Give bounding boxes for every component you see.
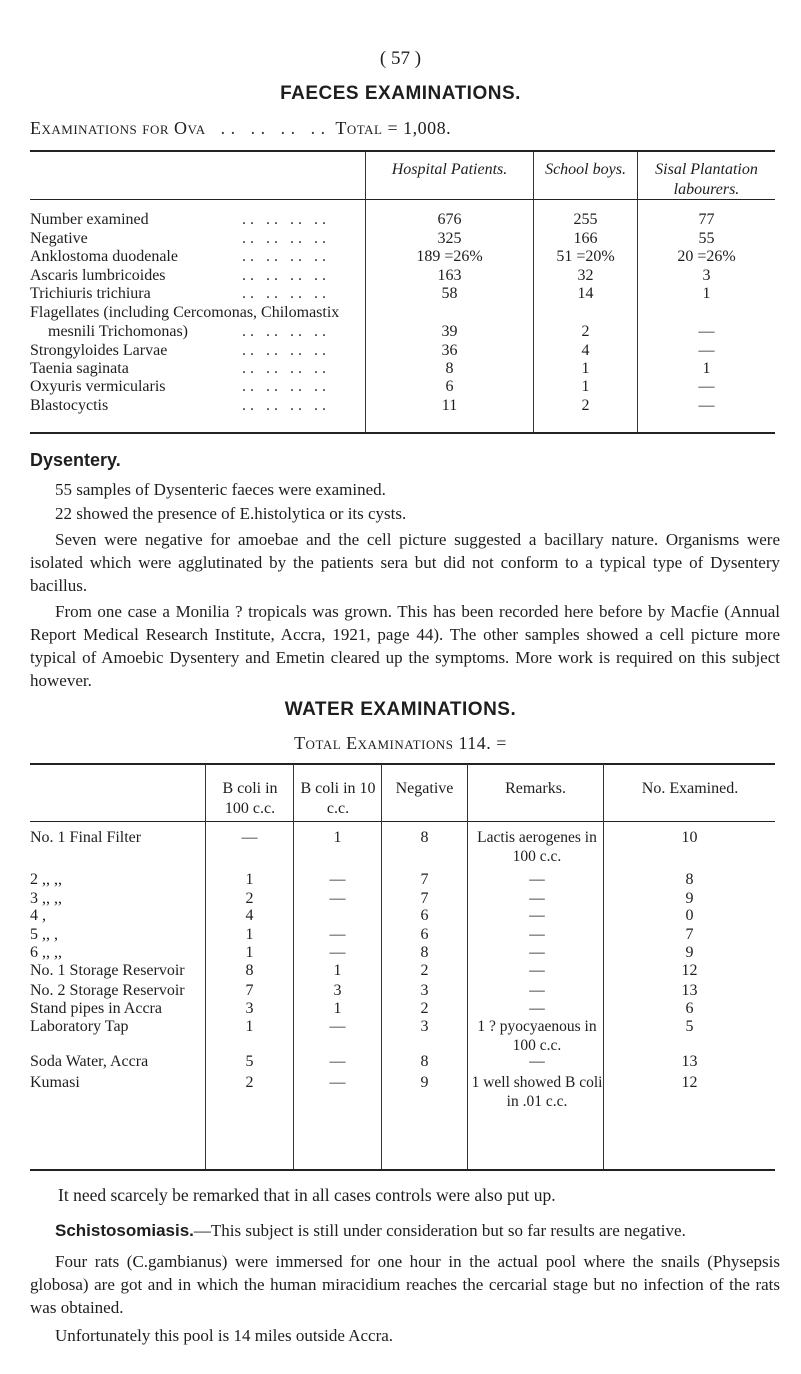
- leader-dots: . . . . . . . .: [242, 360, 326, 377]
- schisto-heading: Schistosomiasis.: [55, 1221, 194, 1240]
- leader-dots: . . . . . . . .: [242, 248, 326, 265]
- water-cell: 8: [685, 871, 694, 888]
- water-row-label: Stand pipes in Accra: [30, 1000, 162, 1017]
- leader-dots: . . . . . . . .: [242, 342, 326, 359]
- water-remark: —: [529, 890, 545, 907]
- faeces-cell: 1: [581, 378, 590, 395]
- faeces-cell: 1: [581, 360, 590, 377]
- water-total: Total Examinations 114. =: [294, 733, 507, 753]
- water-row-label: Soda Water, Accra: [30, 1053, 149, 1070]
- water-cell: 3: [420, 982, 429, 999]
- water-row-label: 6 ,, ,,: [30, 944, 62, 961]
- leader-dots: . . . . . . . .: [242, 285, 326, 302]
- dysentery-p3: Seven were negative for amoebae and the cell picture suggested a bacillary nature. Organisms were isolated which were agglutinated by the patients sera but did not conform to a typical type of Dysentery bacillus.: [30, 530, 780, 595]
- water-cell: —: [329, 944, 346, 961]
- leader-dots: . . . . . . . .: [242, 267, 326, 284]
- water-remark: 1 well showed B coli in .01 c.c.: [471, 1074, 603, 1110]
- water-row-label: No. 2 Storage Reservoir: [30, 982, 185, 999]
- water-cell: 1: [245, 1018, 254, 1035]
- faeces-cell: 20 =26%: [677, 248, 736, 265]
- water-cell: 6: [420, 926, 429, 943]
- faeces-cell: 1: [702, 360, 711, 377]
- water-cell: —: [329, 1018, 346, 1035]
- water-cell: 1: [245, 926, 254, 943]
- leader-dots: . . . . . . . .: [242, 211, 326, 228]
- faeces-row-label: mesnili Trichomonas): [48, 323, 189, 340]
- col-remarks: Remarks.: [505, 780, 566, 797]
- faeces-row-label: Taenia saginata: [30, 360, 129, 377]
- ova-total: Total = 1,008.: [335, 118, 452, 138]
- faeces-row-label: Blastocyctis: [30, 397, 109, 414]
- water-row-label: 4 ,: [30, 907, 46, 924]
- faeces-cell: 325: [437, 230, 462, 247]
- water-row-label: No. 1 Storage Reservoir: [30, 962, 185, 979]
- leader-dots: . . . . . . . .: [242, 397, 326, 414]
- faeces-row-label: Oxyuris vermicularis: [30, 378, 166, 395]
- water-remark: —: [529, 962, 545, 979]
- col-hospital-patients: Hospital Patients.: [391, 161, 508, 178]
- leader-dots: . . . . . . . .: [242, 323, 326, 340]
- water-row-label: No. 1 Final Filter: [30, 829, 142, 846]
- faeces-cell: —: [698, 378, 715, 395]
- water-cell: 1: [333, 829, 342, 846]
- water-cell: —: [241, 829, 258, 846]
- ova-subheading: Examinations for Ova . . . . . . . . Total = 1,008.: [30, 118, 452, 138]
- water-remark: 1 ? pyocyaenous in 100 c.c.: [477, 1018, 597, 1054]
- water-row-label: Laboratory Tap: [30, 1018, 129, 1035]
- water-cell: 1: [245, 944, 254, 961]
- water-cell: 8: [420, 829, 429, 846]
- faeces-cell: 39: [441, 323, 458, 340]
- faeces-cell: 163: [437, 267, 462, 284]
- faeces-cell: —: [698, 323, 715, 340]
- water-cell: 1: [245, 871, 254, 888]
- water-cell: 7: [420, 890, 429, 907]
- water-cell: 7: [245, 982, 254, 999]
- water-cell: 4: [245, 907, 254, 924]
- col-negative: Negative: [395, 780, 454, 797]
- water-cell: 8: [420, 944, 429, 961]
- water-cell: 3: [333, 982, 342, 999]
- water-cell: 3: [420, 1018, 429, 1035]
- water-cell: 9: [685, 890, 694, 907]
- schisto-p2: Unfortunately this pool is 14 miles outside Accra.: [55, 1326, 394, 1345]
- faeces-cell: 11: [441, 397, 458, 414]
- water-cell: 1: [333, 962, 342, 979]
- water-cell: 8: [420, 1053, 429, 1070]
- faeces-row-label: Anklostoma duodenale: [30, 248, 178, 265]
- water-cell: 6: [685, 1000, 694, 1017]
- water-remark: —: [529, 982, 545, 999]
- faeces-cell: 32: [577, 267, 594, 284]
- faeces-cell: —: [698, 397, 715, 414]
- faeces-cell: 4: [581, 342, 590, 359]
- schisto-p1: Four rats (C.gambianus) were immersed for one hour in the actual pool where the snails (Physepsis globosa) are got and in which the human miracidium reaches the cercarial stage but no infection of the rats was obtained.: [30, 1252, 780, 1317]
- page-number: ( 57 ): [379, 48, 422, 69]
- faeces-cell: 255: [573, 211, 598, 228]
- faeces-cell: 3: [702, 267, 711, 284]
- water-cell: 1: [333, 1000, 342, 1017]
- faeces-cell: —: [698, 342, 715, 359]
- water-cell: 0: [685, 907, 694, 924]
- faeces-cell: 189 =26%: [416, 248, 483, 265]
- water-cell: 5: [685, 1018, 694, 1035]
- col-sisal-labourers: Sisal Plantation labourers.: [655, 161, 758, 198]
- water-cell: 3: [245, 1000, 254, 1017]
- water-cell: 7: [420, 871, 429, 888]
- water-cell: 12: [681, 1074, 698, 1091]
- col-bcoli-10: B coli in 10 c.c.: [300, 780, 376, 817]
- leader-dots: . . . . . . . .: [242, 378, 326, 395]
- water-cell: 12: [681, 962, 698, 979]
- water-cell: 2: [245, 890, 254, 907]
- faeces-row-label: Flagellates (including Cercomonas, Chilomastix: [30, 304, 340, 321]
- faeces-cell: 55: [698, 230, 715, 247]
- water-cell: —: [329, 1074, 346, 1091]
- water-row-label: 3 ,, ,,: [30, 890, 62, 907]
- dysentery-heading: Dysentery.: [30, 450, 121, 470]
- dysentery-p2: 22 showed the presence of E.histolytica or its cysts.: [55, 504, 407, 523]
- dysentery-p1: 55 samples of Dysenteric faeces were examined.: [55, 480, 386, 499]
- water-cell: 13: [681, 982, 698, 999]
- faeces-cell: 36: [441, 342, 458, 359]
- schisto-lead-text: —This subject is still under consideration but so far results are negative.: [193, 1221, 686, 1240]
- water-cell: —: [329, 926, 346, 943]
- water-cell: —: [329, 1053, 346, 1070]
- col-school-boys: School boys.: [545, 161, 626, 178]
- faeces-row-label: Negative: [30, 230, 88, 247]
- water-cell: 10: [681, 829, 698, 846]
- water-cell: 2: [245, 1074, 254, 1091]
- water-remark: —: [529, 1053, 545, 1070]
- col-bcoli-100: B coli in 100 c.c.: [222, 780, 278, 817]
- faeces-cell: 1: [702, 285, 711, 302]
- water-remark: —: [529, 926, 545, 943]
- faeces-cell: 8: [445, 360, 454, 377]
- water-remark: —: [529, 1000, 545, 1017]
- ova-label: Examinations for Ova: [30, 118, 206, 138]
- water-cell: 13: [681, 1053, 698, 1070]
- water-cell: —: [329, 871, 346, 888]
- water-row-label: 2 ,, ,,: [30, 871, 62, 888]
- water-row-label: 5 ,, ,: [30, 926, 58, 943]
- water-cell: —: [329, 890, 346, 907]
- water-cell: 7: [685, 926, 694, 943]
- water-cell: 9: [420, 1074, 429, 1091]
- dysentery-p4: From one case a Monilia ? tropicals was grown. This has been recorded here before by Macfie (Annual Report Medical Research Institute, Accra, 1921, page 44). The other samples showed a cell picture more typical of Amoebic Dysentery and Emetin cleared up the symptoms. More work is required on this subject however.: [30, 602, 780, 690]
- water-cell: 2: [420, 962, 429, 979]
- faeces-cell: 14: [577, 285, 594, 302]
- faeces-cell: 676: [437, 211, 462, 228]
- faeces-cell: 2: [581, 323, 590, 340]
- water-cell: 2: [420, 1000, 429, 1017]
- faeces-row-label: Ascaris lumbricoides: [30, 267, 166, 284]
- faeces-heading: FAECES EXAMINATIONS.: [280, 83, 521, 104]
- water-remark: —: [529, 944, 545, 961]
- col-no-examined: No. Examined.: [641, 780, 739, 797]
- faeces-cell: 6: [445, 378, 454, 395]
- faeces-row-label: Trichiuris trichiura: [30, 285, 151, 302]
- water-row-label: Kumasi: [30, 1074, 80, 1091]
- water-cell: 5: [245, 1053, 254, 1070]
- water-cell: 8: [245, 962, 254, 979]
- faeces-cell: 166: [573, 230, 598, 247]
- water-cell: 9: [685, 944, 694, 961]
- schisto-lead: [30, 1219, 780, 1242]
- faeces-cell: 77: [698, 211, 715, 228]
- faeces-row-label: Strongyloides Larvae: [30, 342, 168, 359]
- faeces-cell: 51 =20%: [556, 248, 615, 265]
- faeces-cell: 58: [441, 285, 458, 302]
- faeces-row-label: Number examined: [30, 211, 149, 228]
- water-cell: 6: [420, 907, 429, 924]
- water-heading: WATER EXAMINATIONS.: [284, 699, 517, 720]
- water-remark: —: [529, 907, 545, 924]
- faeces-cell: 2: [581, 397, 590, 414]
- water-remark: —: [529, 871, 545, 888]
- leader-dots: . . . . . . . .: [242, 230, 326, 247]
- controls-note: It need scarcely be remarked that in all cases controls were also put up.: [58, 1185, 556, 1205]
- water-remark: Lactis aerogenes in 100 c.c.: [477, 829, 597, 865]
